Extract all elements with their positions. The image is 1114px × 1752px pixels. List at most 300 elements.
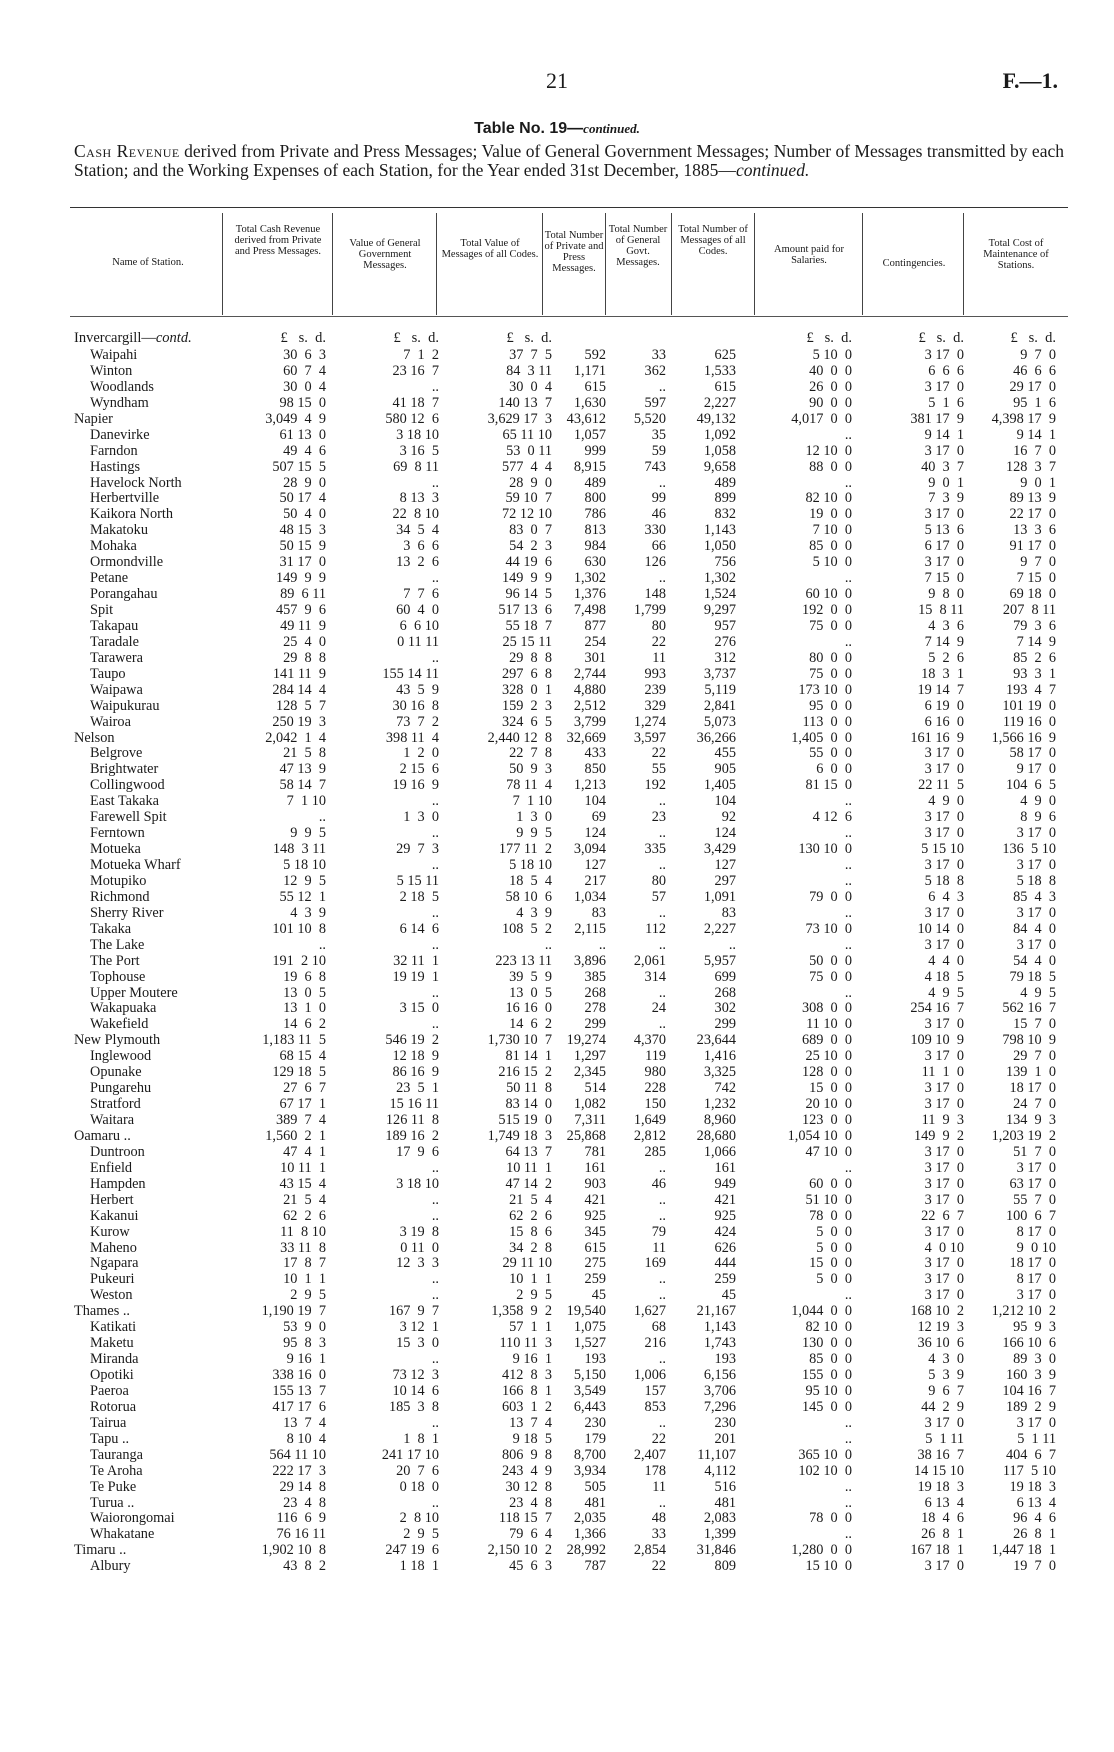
cell-sal: ..	[844, 1287, 852, 1304]
cell-sal: ..	[844, 1478, 852, 1495]
cell-sal: 689 0 0	[801, 1032, 852, 1049]
cell-sal: 102 10 0	[798, 1462, 852, 1479]
cell-cash: 31 17 0	[279, 554, 326, 571]
cell-gm: 66	[651, 538, 666, 555]
station-name: Albury	[90, 1558, 131, 1575]
cell-am: 8,960	[703, 1112, 736, 1128]
station-name: The Lake	[90, 936, 145, 953]
cell-govt: 43 5 9	[396, 681, 439, 698]
cell-gm: 1,649	[633, 1112, 666, 1128]
cell-pm: 268	[584, 984, 606, 1001]
cell-sal: 75 0 0	[809, 665, 852, 682]
station-name: Opotiki	[90, 1367, 134, 1383]
cell-am: 124	[714, 825, 736, 842]
cell-maint: 9 0 1	[1020, 474, 1056, 491]
cell-cash: 47 4 1	[283, 1143, 326, 1160]
header-cash-revenue: Total Cash Revenue derived from Private and Press Messages.	[234, 224, 322, 257]
cell-maint: 58 17 0	[1009, 745, 1056, 762]
cell-cash: 1,560 2 1	[265, 1127, 326, 1144]
table-row	[0, 476, 1114, 492]
table-row	[0, 491, 1114, 507]
cell-govt: ..	[431, 857, 439, 873]
cell-govt: 3 12 1	[399, 1319, 439, 1336]
cell-govt: 60 4 0	[396, 602, 439, 618]
table-row	[0, 1177, 1114, 1193]
station-name: Kurow	[90, 1223, 130, 1240]
table-row	[0, 699, 1114, 715]
cell-total: 50 11 8	[506, 1080, 552, 1097]
column-divider	[436, 213, 437, 315]
station-name: Wakapuaka	[90, 1000, 157, 1017]
cell-cash: 67 17 1	[279, 1096, 326, 1113]
cell-pm: 781	[584, 1143, 606, 1160]
cell-sal: 79 0 0	[809, 888, 852, 905]
cell-cash: 141 11 9	[272, 665, 326, 682]
cell-total: 177 11 2	[498, 841, 552, 858]
table-row	[0, 1416, 1114, 1432]
header-govt-msgs: Total Number of General Govt. Messages.	[608, 224, 668, 268]
cell-total: 9 16 1	[512, 1351, 552, 1368]
station-name: Whakatane	[90, 1526, 155, 1543]
cell-total: 577 4 4	[501, 458, 552, 475]
cell-total: 223 13 11	[495, 952, 552, 969]
cell-sal: 5 0 0	[816, 1239, 852, 1256]
cell-maint: 101 19 0	[1002, 697, 1056, 714]
cell-govt: ..	[431, 1287, 439, 1304]
cell-total: 78 11 4	[506, 777, 552, 794]
cell-sal: ..	[844, 825, 852, 842]
table-row	[0, 1193, 1114, 1209]
cell-am: 127	[714, 857, 736, 873]
cell-cash: 48 15 3	[279, 522, 326, 539]
cell-pm: 433	[584, 745, 606, 762]
station-name: Herbert	[90, 1191, 134, 1208]
cell-total: 25 15 11	[502, 633, 552, 650]
cell-cash: 55 12 1	[279, 888, 326, 905]
station-name: Taradale	[90, 633, 139, 650]
cell-am: 925	[714, 1207, 736, 1224]
cell-cash: 43 15 4	[279, 1175, 326, 1192]
cell-cash: 50 17 4	[279, 490, 326, 507]
table-row	[0, 1113, 1114, 1129]
cell-gm: ..	[658, 1287, 666, 1304]
cell-maint: 18 17 0	[1009, 1080, 1056, 1097]
table-row	[0, 1527, 1114, 1543]
table-row	[0, 794, 1114, 810]
cell-gm: 11	[652, 1478, 666, 1495]
cell-sal: 82 10 0	[805, 1319, 852, 1336]
cell-cont: 3 17 0	[924, 745, 964, 762]
table-row	[0, 1384, 1114, 1400]
cell-cont: 22 6 7	[921, 1207, 964, 1224]
station-name: Tairua	[90, 1414, 127, 1431]
cell-am: 699	[714, 968, 736, 985]
cell-total: 517 13 6	[498, 602, 552, 618]
cell-pm: 2,115	[574, 920, 606, 937]
cell-sal: 60 10 0	[805, 586, 852, 603]
cell-sal: 130 0 0	[801, 1335, 852, 1352]
cell-gm: 23	[651, 809, 666, 826]
cell-total: 140 13 7	[498, 394, 552, 411]
cell-cash: 76 16 11	[276, 1526, 326, 1543]
cell-total: 54 2 3	[509, 538, 552, 555]
table-row	[0, 1288, 1114, 1304]
cell-gm: 80	[651, 872, 666, 889]
cell-cont: 3 17 0	[924, 1175, 964, 1192]
cell-cont: 19 18 3	[917, 1478, 964, 1495]
cell-gm: ..	[658, 793, 666, 810]
cell-cont: 19 14 7	[917, 681, 964, 698]
cell-pm: 161	[584, 1159, 606, 1176]
cell-maint: 24 7 0	[1013, 1096, 1056, 1113]
station-name: Wakefield	[90, 1016, 149, 1033]
cell-am: 9,297	[703, 602, 736, 618]
cell-maint: 4 9 5	[1020, 984, 1056, 1001]
cell-pm: 505	[584, 1478, 606, 1495]
cell-total: 30 12 8	[505, 1478, 552, 1495]
cell-am: 3,737	[703, 665, 736, 682]
cell-cash: 19 6 8	[283, 968, 326, 985]
cell-govt: 0 18 0	[399, 1478, 439, 1495]
table-row	[0, 1480, 1114, 1496]
station-name: Inglewood	[90, 1048, 152, 1065]
cell-sal: 7 10 0	[812, 522, 852, 539]
cell-pm: 193	[584, 1351, 606, 1368]
cell-cash: 49 4 6	[283, 442, 326, 459]
cell-govt: 13 2 6	[396, 554, 439, 571]
cell-sal: 73 10 0	[805, 920, 852, 937]
station-name: Winton	[90, 362, 133, 379]
cell-sal: 20 10 0	[805, 1096, 852, 1113]
cell-cont: 4 0 10	[924, 1239, 964, 1256]
table-row	[0, 1241, 1114, 1257]
cell-sal: 60 0 0	[809, 1175, 852, 1192]
cell-cont: 381 17 9	[910, 410, 964, 427]
cell-pm: 6,443	[573, 1398, 606, 1415]
station-name: Sherry River	[90, 904, 164, 921]
cell-cash: 58 14 7	[279, 777, 326, 794]
table-caption	[74, 142, 1064, 180]
station-name: Wyndham	[90, 394, 149, 411]
cell-sal: ..	[844, 984, 852, 1001]
district-name-text: Invercargill—	[74, 330, 156, 346]
station-name: Miranda	[90, 1351, 139, 1368]
cell-cont: 3 17 0	[924, 1096, 964, 1113]
cell-maint: 134 9 3	[1005, 1112, 1056, 1128]
cell-maint: 51 7 0	[1013, 1143, 1056, 1160]
cell-pm: 1,630	[573, 394, 606, 411]
cell-maint: 1,203 19 2	[991, 1127, 1056, 1144]
cell-am: 92	[721, 809, 736, 826]
cell-am: 3,429	[703, 841, 736, 858]
cell-cont: 4 3 6	[928, 617, 964, 634]
cell-sal: 75 0 0	[809, 968, 852, 985]
cell-sal: ..	[844, 570, 852, 587]
cell-total: 57 1 1	[509, 1319, 552, 1336]
cell-pm: 1,075	[573, 1319, 606, 1336]
cell-maint: 84 4 0	[1013, 920, 1056, 937]
cell-total: 39 5 9	[509, 968, 552, 985]
cell-cash: 25 4 0	[283, 633, 326, 650]
cell-maint: 5 1 11	[1017, 1430, 1056, 1447]
column-divider	[963, 213, 964, 315]
cell-cont: 109 10 9	[910, 1032, 964, 1049]
unit-label: £ s. d.	[1010, 330, 1056, 346]
cell-total: 84 3 11	[506, 362, 552, 379]
cell-sal: ..	[844, 1414, 852, 1431]
cell-cont: 168 10 2	[910, 1303, 964, 1320]
cell-sal: 95 0 0	[809, 697, 852, 714]
cell-cont: 161 16 9	[910, 729, 964, 746]
cell-pm: 1,297	[573, 1048, 606, 1065]
cell-gm: 1,627	[633, 1303, 666, 1320]
cell-gm: 239	[644, 681, 666, 698]
cell-am: 625	[714, 347, 736, 363]
table-row	[0, 746, 1114, 762]
cell-maint: 9 7 0	[1020, 554, 1056, 571]
cell-cont: 9 0 1	[928, 474, 964, 491]
cell-gm: 993	[644, 665, 666, 682]
cell-cash: 62 2 6	[283, 1207, 326, 1224]
unit-label: £ s. d.	[918, 330, 964, 346]
cell-cash: 10 1 1	[283, 1271, 326, 1288]
cell-am: 45	[721, 1287, 736, 1304]
cell-maint: 16 7 0	[1013, 442, 1056, 459]
cell-gm: ..	[658, 984, 666, 1001]
cell-gm: 22	[651, 745, 666, 762]
cell-maint: 3 17 0	[1016, 904, 1056, 921]
station-name: Waitara	[90, 1112, 135, 1128]
caption-suffix: continued.	[735, 160, 810, 180]
cell-cash: 13 1 0	[283, 1000, 326, 1017]
station-name: Herbertville	[90, 490, 160, 507]
table-row	[0, 842, 1114, 858]
cell-am: 5,073	[703, 713, 736, 730]
cell-govt: 23 5 1	[396, 1080, 439, 1097]
cell-cash: 155 13 7	[272, 1382, 326, 1399]
cell-gm: 48	[651, 1510, 666, 1527]
cell-govt: 398 11 4	[385, 729, 439, 746]
cell-maint: 79 18 5	[1009, 968, 1056, 985]
table-row	[0, 428, 1114, 444]
cell-cash: 8 10 4	[286, 1430, 326, 1447]
cell-sal: 1,044 0 0	[791, 1303, 852, 1320]
cell-gm: 33	[651, 1526, 666, 1543]
station-name: Pukeuri	[90, 1271, 135, 1288]
cell-maint: 9 7 0	[1020, 347, 1056, 363]
cell-cont: 4 9 0	[928, 793, 964, 810]
cell-am: 5,119	[704, 681, 736, 698]
cell-total: 1,730 10 7	[487, 1032, 552, 1049]
cell-am: 1,302	[703, 570, 736, 587]
cell-maint: 7 15 0	[1016, 570, 1056, 587]
cell-cont: 3 17 0	[924, 1080, 964, 1097]
table-row	[0, 1368, 1114, 1384]
cell-total: 297 6 8	[501, 665, 552, 682]
cell-cont: 3 17 0	[924, 1271, 964, 1288]
cell-am: 6,156	[703, 1367, 736, 1383]
cell-govt: 10 14 6	[392, 1382, 439, 1399]
cell-sal: ..	[844, 426, 852, 443]
cell-pm: 25,868	[566, 1127, 606, 1144]
table-row	[0, 412, 1114, 428]
table-row	[0, 507, 1114, 523]
cell-am: 1,143	[703, 1319, 736, 1336]
cell-pm: 615	[584, 378, 606, 395]
cell-sal: 81 15 0	[805, 777, 852, 794]
cell-gm: 157	[644, 1382, 666, 1399]
cell-govt: 41 18 7	[392, 394, 439, 411]
table-row	[0, 906, 1114, 922]
cell-gm: 597	[644, 394, 666, 411]
table-row	[0, 1448, 1114, 1464]
cell-sal: ..	[844, 633, 852, 650]
cell-gm: 11	[652, 1239, 666, 1256]
cell-cont: 9 6 7	[928, 1382, 964, 1399]
station-name: Motueka Wharf	[90, 857, 181, 873]
cell-cont: 6 4 3	[928, 888, 964, 905]
cell-govt: ..	[431, 1016, 439, 1033]
cell-maint: 79 3 6	[1013, 617, 1056, 634]
cell-govt: 1 3 0	[403, 809, 439, 826]
cell-cont: 6 17 0	[924, 538, 964, 555]
cell-cont: 5 2 6	[928, 649, 964, 666]
cell-am: 949	[714, 1175, 736, 1192]
cell-sal: 88 0 0	[809, 458, 852, 475]
station-name: Motueka	[90, 841, 141, 858]
cell-gm: 1,006	[633, 1367, 666, 1383]
cell-sal: ..	[844, 793, 852, 810]
cell-gm: 46	[651, 506, 666, 523]
table-row	[0, 667, 1114, 683]
cell-am: 28,680	[696, 1127, 736, 1144]
cell-govt: ..	[431, 570, 439, 587]
cell-am: 299	[714, 1016, 736, 1033]
cell-pm: 4,880	[573, 681, 606, 698]
cell-gm: 285	[644, 1143, 666, 1160]
station-name: Danevirke	[90, 426, 150, 443]
cell-sal: 51 10 0	[805, 1191, 852, 1208]
cell-cash: 116 6 9	[276, 1510, 326, 1527]
cell-total: 7 1 10	[512, 793, 552, 810]
table-row	[0, 523, 1114, 539]
cell-maint: 3 17 0	[1016, 1287, 1056, 1304]
cell-maint: 160 3 9	[1005, 1367, 1056, 1383]
cell-am: 1,416	[703, 1048, 736, 1065]
cell-cash: 191 2 10	[272, 952, 326, 969]
station-name: Tophouse	[90, 968, 146, 985]
cell-cont: 3 17 0	[924, 1143, 964, 1160]
cell-pm: ..	[598, 936, 606, 953]
cell-govt: 20 7 6	[396, 1462, 439, 1479]
cell-cont: 11 9 3	[921, 1112, 964, 1128]
cell-govt: 7 7 6	[403, 586, 439, 603]
cell-total: ..	[544, 936, 552, 953]
cell-am: 9,658	[703, 458, 736, 475]
cell-am: 421	[714, 1191, 736, 1208]
cell-govt: 0 11 0	[400, 1239, 439, 1256]
cell-maint: 29 7 0	[1013, 1048, 1056, 1065]
cell-am: 455	[714, 745, 736, 762]
cell-total: 45 6 3	[509, 1558, 552, 1575]
cell-cont: 3 17 0	[924, 857, 964, 873]
cell-am: 23,644	[696, 1032, 736, 1049]
cell-pm: 800	[584, 490, 606, 507]
cell-cont: 10 14 0	[917, 920, 964, 937]
cell-pm: 5,150	[573, 1367, 606, 1383]
station-name: Enfield	[90, 1159, 133, 1176]
cell-cash: 12 9 5	[283, 872, 326, 889]
table-row	[0, 778, 1114, 794]
cell-am: 1,050	[703, 538, 736, 555]
cell-cash: 68 15 4	[279, 1048, 326, 1065]
cell-sal: 47 10 0	[805, 1143, 852, 1160]
station-name: Upper Moutere	[90, 984, 178, 1001]
cell-maint: 119 16 0	[1002, 713, 1056, 730]
cell-govt: 86 16 9	[392, 1064, 439, 1081]
cell-total: 2 9 5	[516, 1287, 552, 1304]
cell-cash: 507 15 5	[272, 458, 326, 475]
cell-gm: 119	[645, 1048, 666, 1065]
cell-cont: 254 16 7	[910, 1000, 964, 1017]
cell-cont: 6 6 6	[928, 362, 964, 379]
cell-maint: 1,212 10 2	[991, 1303, 1056, 1320]
table-row	[0, 970, 1114, 986]
cell-sal: 128 0 0	[801, 1064, 852, 1081]
cell-gm: 743	[644, 458, 666, 475]
cell-am: 756	[714, 554, 736, 571]
cell-am: 31,846	[696, 1542, 736, 1559]
cell-govt: 155 14 11	[382, 665, 439, 682]
cell-govt: 1 18 1	[399, 1558, 439, 1575]
cell-cash: 89 6 11	[280, 586, 326, 603]
cell-total: 15 8 6	[509, 1223, 552, 1240]
cell-sal: ..	[844, 1494, 852, 1511]
table-row	[0, 922, 1114, 938]
cell-cont: 3 17 0	[924, 761, 964, 778]
cell-pm: 385	[584, 968, 606, 985]
table-row	[0, 1081, 1114, 1097]
table-row	[0, 1161, 1114, 1177]
cell-cont: 40 3 7	[921, 458, 964, 475]
cell-total: 16 16 0	[505, 1000, 552, 1017]
cell-sal: 155 0 0	[801, 1367, 852, 1383]
cell-maint: 91 17 0	[1009, 538, 1056, 555]
cell-total: 29 11 10	[502, 1255, 552, 1272]
station-name: New Plymouth	[74, 1032, 161, 1049]
cell-govt: ..	[431, 649, 439, 666]
cell-gm: 22	[651, 633, 666, 650]
cell-gm: ..	[658, 936, 666, 953]
cell-cash: 21 5 8	[283, 745, 326, 762]
cell-cash: 2 9 5	[290, 1287, 326, 1304]
cell-sal: 78 0 0	[809, 1207, 852, 1224]
cell-cont: 3 17 0	[924, 1016, 964, 1033]
cell-maint: 15 7 0	[1013, 1016, 1056, 1033]
cell-am: 1,533	[703, 362, 736, 379]
caption-lead: Cash Revenue	[74, 141, 180, 161]
cell-govt: ..	[431, 1159, 439, 1176]
cell-cont: 3 17 0	[924, 442, 964, 459]
cell-cash: 3,049 4 9	[265, 410, 326, 427]
cell-gm: ..	[658, 825, 666, 842]
table-row	[0, 380, 1114, 396]
cell-total: 328 0 1	[501, 681, 552, 698]
cell-maint: 95 9 3	[1013, 1319, 1056, 1336]
cell-total: 72 12 10	[501, 506, 552, 523]
cell-pm: 3,896	[573, 952, 606, 969]
cell-total: 1,749 18 3	[487, 1127, 552, 1144]
